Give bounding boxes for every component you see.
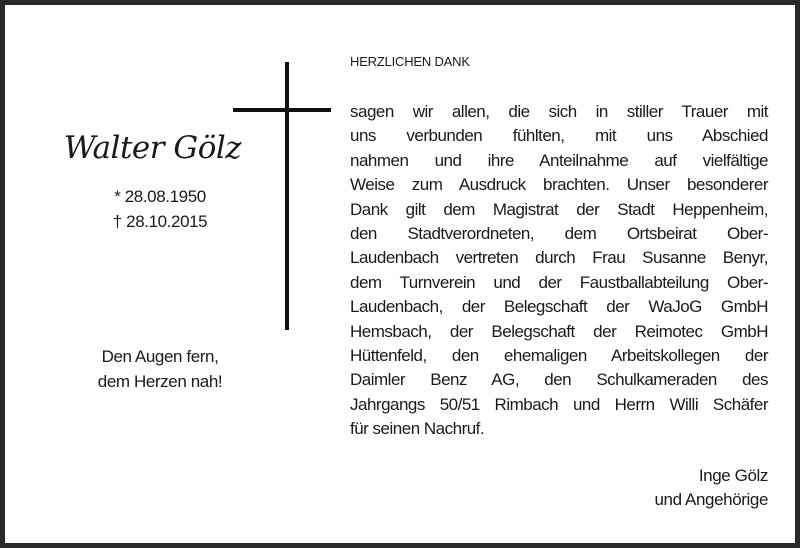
text-line: Dank gilt dem Magistrat der Stadt Heppenheim, — [350, 199, 768, 219]
death-date: † 28.10.2015 — [112, 212, 208, 231]
text-line: Hemsbach, der Belegschaft der Reimotec GmbH — [350, 321, 768, 341]
signature-name: Inge Gölz — [698, 466, 768, 485]
cross-icon-bar — [233, 108, 331, 112]
text-line: sagen wir allen, die sich in stiller Trauer mit — [350, 102, 768, 121]
birth-date: * 28.08.1950 — [114, 187, 206, 206]
motto-line: Den Augen fern, — [101, 347, 219, 366]
text-line: Weise zum Ausdruck brachten. Unser besonderer — [350, 175, 768, 195]
life-dates — [60, 184, 260, 234]
text-line: nahmen und ihre Anteilnahme auf vielfältige — [350, 150, 768, 170]
text-line: uns verbunden fühlten, mit uns Abschied — [350, 126, 768, 146]
notice-heading: HERZLICHEN DANK — [350, 54, 470, 69]
text-line: Laudenbach, der Belegschaft der WaJoG GmbH — [350, 297, 768, 317]
text-line: dem Turnverein und der Faustballabteilung Ober- — [350, 272, 768, 292]
text-line: Hüttenfeld, den ehemaligen Arbeitskollegen der — [350, 346, 768, 366]
thank-you-text — [350, 100, 768, 442]
deceased-name: Walter Gölz — [63, 130, 242, 166]
motto — [50, 344, 270, 394]
text-line: Laudenbach vertreten durch Frau Susanne Benyr, — [350, 248, 768, 268]
text-line: den Stadtverordneten, dem Ortsbeirat Ober- — [350, 224, 768, 244]
cross-icon — [285, 62, 289, 330]
motto-line: dem Herzen nah! — [97, 372, 223, 391]
signature-family: und Angehörige — [654, 490, 768, 509]
signature — [654, 464, 768, 512]
text-line: Daimler Benz AG, den Schulkameraden des — [350, 370, 768, 390]
text-line: Jahrgangs 50/51 Rimbach und Herrn Willi Schäfer — [350, 394, 768, 414]
text-line: für seinen Nachruf. — [350, 419, 485, 439]
